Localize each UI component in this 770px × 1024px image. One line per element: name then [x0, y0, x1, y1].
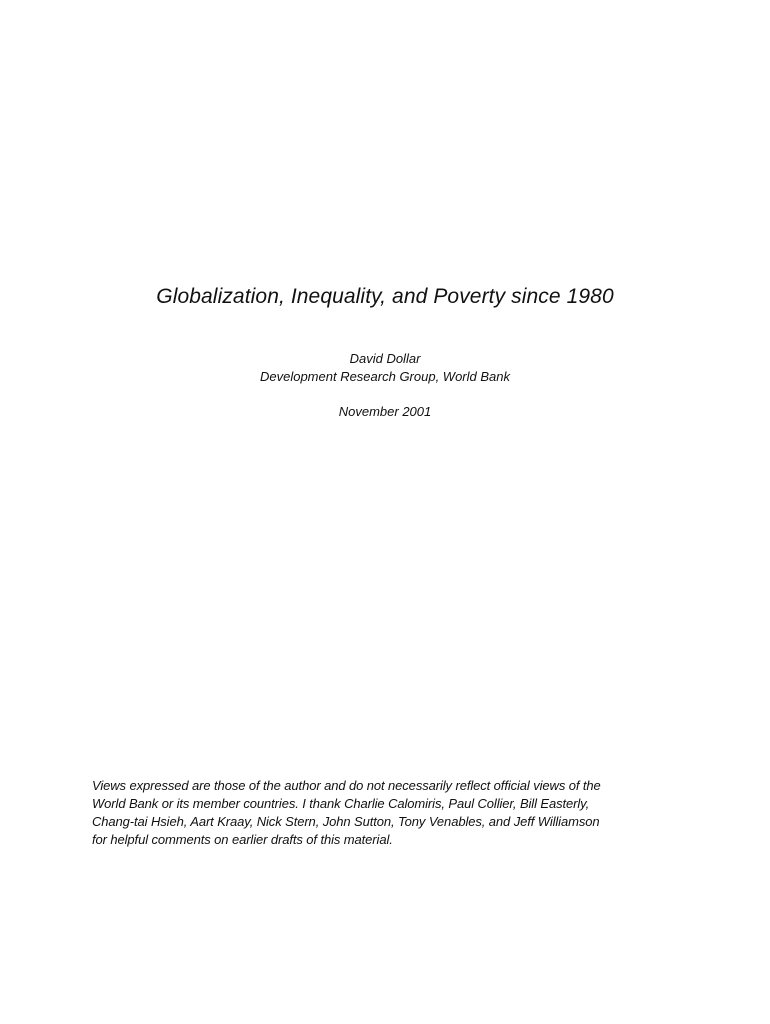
note-line: Chang-tai Hsieh, Aart Kraay, Nick Stern, John Sutton, Tony Venables, and Jeff Williamson [92, 814, 600, 829]
note-line: Views expressed are those of the author and do not necessarily reflect official views of the [92, 778, 601, 793]
publication-date: November 2001 [338, 404, 432, 419]
note-line: for helpful comments on earlier drafts of this material. [92, 832, 393, 847]
author-name: David Dollar [349, 351, 421, 366]
acknowledgement-note [92, 777, 692, 849]
author-affiliation: Development Research Group, World Bank [259, 369, 510, 384]
paper-title: Globalization, Inequality, and Poverty since 1980 [156, 285, 614, 308]
note-line: World Bank or its member countries. I thank Charlie Calomiris, Paul Collier, Bill Easterly, [92, 796, 590, 811]
